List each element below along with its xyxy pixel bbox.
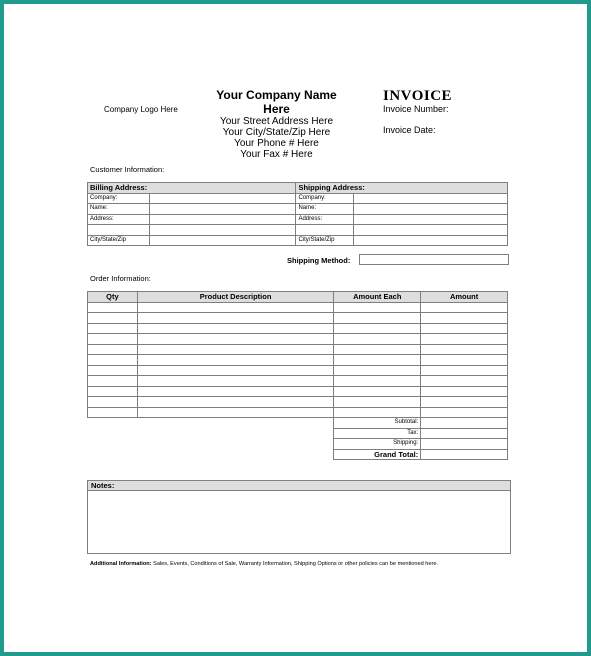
- qty-cell[interactable]: [88, 323, 138, 334]
- shipping-company-field[interactable]: [354, 193, 508, 204]
- totals-spacer: [88, 449, 334, 460]
- shipping-city-field[interactable]: [354, 235, 508, 246]
- description-cell[interactable]: [137, 355, 333, 366]
- amount-cell[interactable]: [421, 323, 508, 334]
- order-row: [88, 323, 508, 334]
- invoice-number-label: Invoice Number:: [383, 104, 449, 114]
- billing-address-header: Billing Address:: [88, 183, 296, 194]
- amount-each-cell[interactable]: [334, 397, 421, 408]
- order-row: [88, 376, 508, 387]
- billing-name-field[interactable]: [149, 204, 296, 215]
- subtotal-label: Subtotal:: [334, 418, 421, 429]
- amount-cell[interactable]: [421, 407, 508, 418]
- order-row: [88, 407, 508, 418]
- amount-each-cell[interactable]: [334, 313, 421, 324]
- description-cell[interactable]: [137, 323, 333, 334]
- tax-label: Tax:: [334, 428, 421, 439]
- company-fax: Your Fax # Here: [240, 149, 313, 160]
- qty-cell[interactable]: [88, 355, 138, 366]
- company-logo-placeholder: Company Logo Here: [104, 105, 178, 114]
- amount-cell[interactable]: [421, 397, 508, 408]
- qty-cell[interactable]: [88, 397, 138, 408]
- tax-field[interactable]: [421, 428, 508, 439]
- shipping-field[interactable]: [421, 439, 508, 450]
- order-row: [88, 355, 508, 366]
- amount-cell[interactable]: [421, 344, 508, 355]
- invoice-date-label: Invoice Date:: [383, 125, 436, 135]
- description-cell[interactable]: [137, 365, 333, 376]
- billing-address2-label: [88, 225, 150, 236]
- shipping-address-label: Address:: [296, 214, 354, 225]
- qty-cell[interactable]: [88, 376, 138, 387]
- totals-spacer: [88, 439, 334, 450]
- shipping-name-field[interactable]: [354, 204, 508, 215]
- company-city: Your City/State/Zip Here: [222, 127, 331, 138]
- totals-spacer: [88, 428, 334, 439]
- shipping-address-field[interactable]: [354, 214, 508, 225]
- shipping-city-label: City/State/Zip: [296, 235, 354, 246]
- shipping-address2-field[interactable]: [354, 225, 508, 236]
- invoice-title: INVOICE: [383, 88, 453, 104]
- amount-cell[interactable]: [421, 365, 508, 376]
- amount-header: Amount: [421, 292, 508, 303]
- totals-spacer: [88, 418, 334, 429]
- invoice-page: [4, 4, 587, 652]
- description-header: Product Description: [137, 292, 333, 303]
- order-row: [88, 365, 508, 376]
- order-row: [88, 334, 508, 345]
- shipping-method-label: Shipping Method:: [287, 256, 351, 265]
- notes-header: Notes:: [87, 480, 511, 491]
- description-cell[interactable]: [137, 344, 333, 355]
- shipping-name-label: Name:: [296, 204, 354, 215]
- order-row: [88, 386, 508, 397]
- amount-each-cell[interactable]: [334, 365, 421, 376]
- billing-company-field[interactable]: [149, 193, 296, 204]
- description-cell[interactable]: [137, 376, 333, 387]
- description-cell[interactable]: [137, 397, 333, 408]
- amount-each-cell[interactable]: [334, 355, 421, 366]
- amount-cell[interactable]: [421, 376, 508, 387]
- company-street: Your Street Address Here: [219, 116, 334, 127]
- order-row: [88, 302, 508, 313]
- additional-info-text: Sales, Events, Conditions of Sale, Warranty Information, Shipping Options or other policies can be mentioned here.: [151, 561, 439, 567]
- order-row: [88, 344, 508, 355]
- grand-total-field[interactable]: [421, 449, 508, 460]
- company-phone: Your Phone # Here: [234, 138, 319, 149]
- qty-cell[interactable]: [88, 365, 138, 376]
- grand-total-label: Grand Total:: [334, 449, 421, 460]
- amount-cell[interactable]: [421, 313, 508, 324]
- description-cell[interactable]: [137, 386, 333, 397]
- company-name: Your Company Name Here: [216, 88, 337, 116]
- qty-cell[interactable]: [88, 334, 138, 345]
- billing-company-label: Company:: [88, 193, 150, 204]
- qty-cell[interactable]: [88, 313, 138, 324]
- company-block: [204, 88, 349, 160]
- shipping-method-field[interactable]: [359, 254, 509, 265]
- description-cell[interactable]: [137, 313, 333, 324]
- billing-name-label: Name:: [88, 204, 150, 215]
- amount-each-cell[interactable]: [334, 376, 421, 387]
- subtotal-field[interactable]: [421, 418, 508, 429]
- qty-cell[interactable]: [88, 386, 138, 397]
- amount-cell[interactable]: [421, 355, 508, 366]
- shipping-address2-label: [296, 225, 354, 236]
- order-row: [88, 397, 508, 408]
- amount-each-cell[interactable]: [334, 334, 421, 345]
- qty-cell[interactable]: [88, 302, 138, 313]
- additional-info-label: Additional Information:: [90, 561, 152, 567]
- shipping-address-header: Shipping Address:: [296, 183, 508, 194]
- amount-each-cell[interactable]: [334, 386, 421, 397]
- notes-field[interactable]: [87, 490, 511, 554]
- description-cell[interactable]: [137, 334, 333, 345]
- amount-each-cell[interactable]: [334, 407, 421, 418]
- shipping-label: Shipping:: [334, 439, 421, 450]
- amount-cell[interactable]: [421, 334, 508, 345]
- additional-info: [90, 561, 438, 567]
- description-cell[interactable]: [137, 407, 333, 418]
- shipping-company-label: Company:: [296, 193, 354, 204]
- billing-address2-field[interactable]: [149, 225, 296, 236]
- amount-each-cell[interactable]: [334, 323, 421, 334]
- customer-table: [87, 182, 508, 246]
- amount-each-header: Amount Each: [334, 292, 421, 303]
- order-table: [87, 291, 508, 460]
- customer-info-label: Customer Information:: [90, 165, 165, 174]
- order-row: [88, 313, 508, 324]
- amount-cell[interactable]: [421, 302, 508, 313]
- order-info-label: Order Information:: [90, 274, 151, 283]
- amount-cell[interactable]: [421, 386, 508, 397]
- billing-address-label: Address:: [88, 214, 150, 225]
- billing-city-field[interactable]: [149, 235, 296, 246]
- description-cell[interactable]: [137, 302, 333, 313]
- billing-city-label: City/State/Zip: [88, 235, 150, 246]
- qty-cell[interactable]: [88, 407, 138, 418]
- amount-each-cell[interactable]: [334, 344, 421, 355]
- qty-header: Qty: [88, 292, 138, 303]
- amount-each-cell[interactable]: [334, 302, 421, 313]
- order-rows: [88, 302, 508, 418]
- billing-address-field[interactable]: [149, 214, 296, 225]
- qty-cell[interactable]: [88, 344, 138, 355]
